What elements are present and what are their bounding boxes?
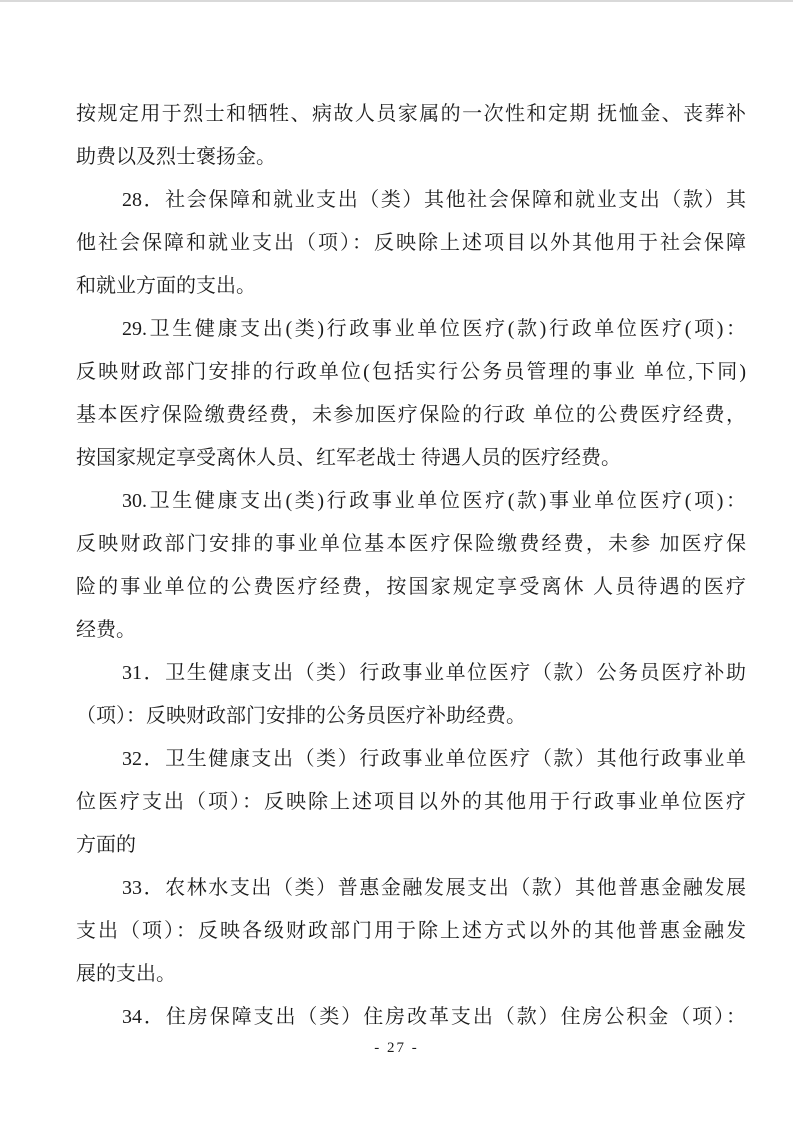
text-line: 反映财政部门安排的行政单位(包括实行公务员管理的事业 单位,下同) <box>76 361 746 383</box>
text-line: 31．卫生健康支出（类）行政事业单位医疗（款）公务员医疗补助 <box>122 662 746 684</box>
text-line: 34．住房保障支出（类）住房改革支出（款）住房公积金（项）： <box>122 1006 746 1028</box>
text-line: 位医疗支出（项）：反映除上述项目以外的其他用于行政事业单位医疗 <box>76 791 746 813</box>
text-line: 按规定用于烈士和牺牲、病故人员家属的一次性和定期 抚恤金、丧葬补 <box>76 103 746 125</box>
text-line: 32．卫生健康支出（类）行政事业单位医疗（款）其他行政事业单 <box>122 748 746 770</box>
text-line: 30.卫生健康支出(类)行政事业单位医疗(款)事业单位医疗(项)： <box>122 490 746 512</box>
page-number: - 27 - <box>374 1040 419 1056</box>
text-line: 33．农林水支出（类）普惠金融发展支出（款）其他普惠金融发展 <box>122 877 746 899</box>
text-line: 29.卫生健康支出(类)行政事业单位医疗(款)行政单位医疗(项)： <box>122 318 746 340</box>
text-line: 反映财政部门安排的事业单位基本医疗保险缴费经费，未参 加医疗保 <box>76 533 746 555</box>
text-line: 和就业方面的支出。 <box>76 275 256 297</box>
text-line: 他社会保障和就业支出（项）：反映除上述项目以外其他用于社会保障 <box>76 232 746 254</box>
text-line: （项）：反映财政部门安排的公务员医疗补助经费。 <box>76 705 526 727</box>
text-line: 经费。 <box>76 619 136 641</box>
text-line: 展的支出。 <box>76 963 176 985</box>
document-body <box>76 93 746 1039</box>
text-line: 28．社会保障和就业支出（类）其他社会保障和就业支出（款）其 <box>122 189 746 211</box>
text-line: 基本医疗保险缴费经费，未参加医疗保险的行政 单位的公费医疗经费， <box>76 404 746 426</box>
text-line: 助费以及烈士褒扬金。 <box>76 146 276 168</box>
text-line: 按国家规定享受离休人员、红军老战士 待遇人员的医疗经费。 <box>76 447 621 469</box>
text-line: 支出（项）：反映各级财政部门用于除上述方式以外的其他普惠金融发 <box>76 920 746 942</box>
text-line: 方面的 <box>76 834 136 856</box>
text-line: 险的事业单位的公费医疗经费，按国家规定享受离休 人员待遇的医疗 <box>76 576 746 598</box>
